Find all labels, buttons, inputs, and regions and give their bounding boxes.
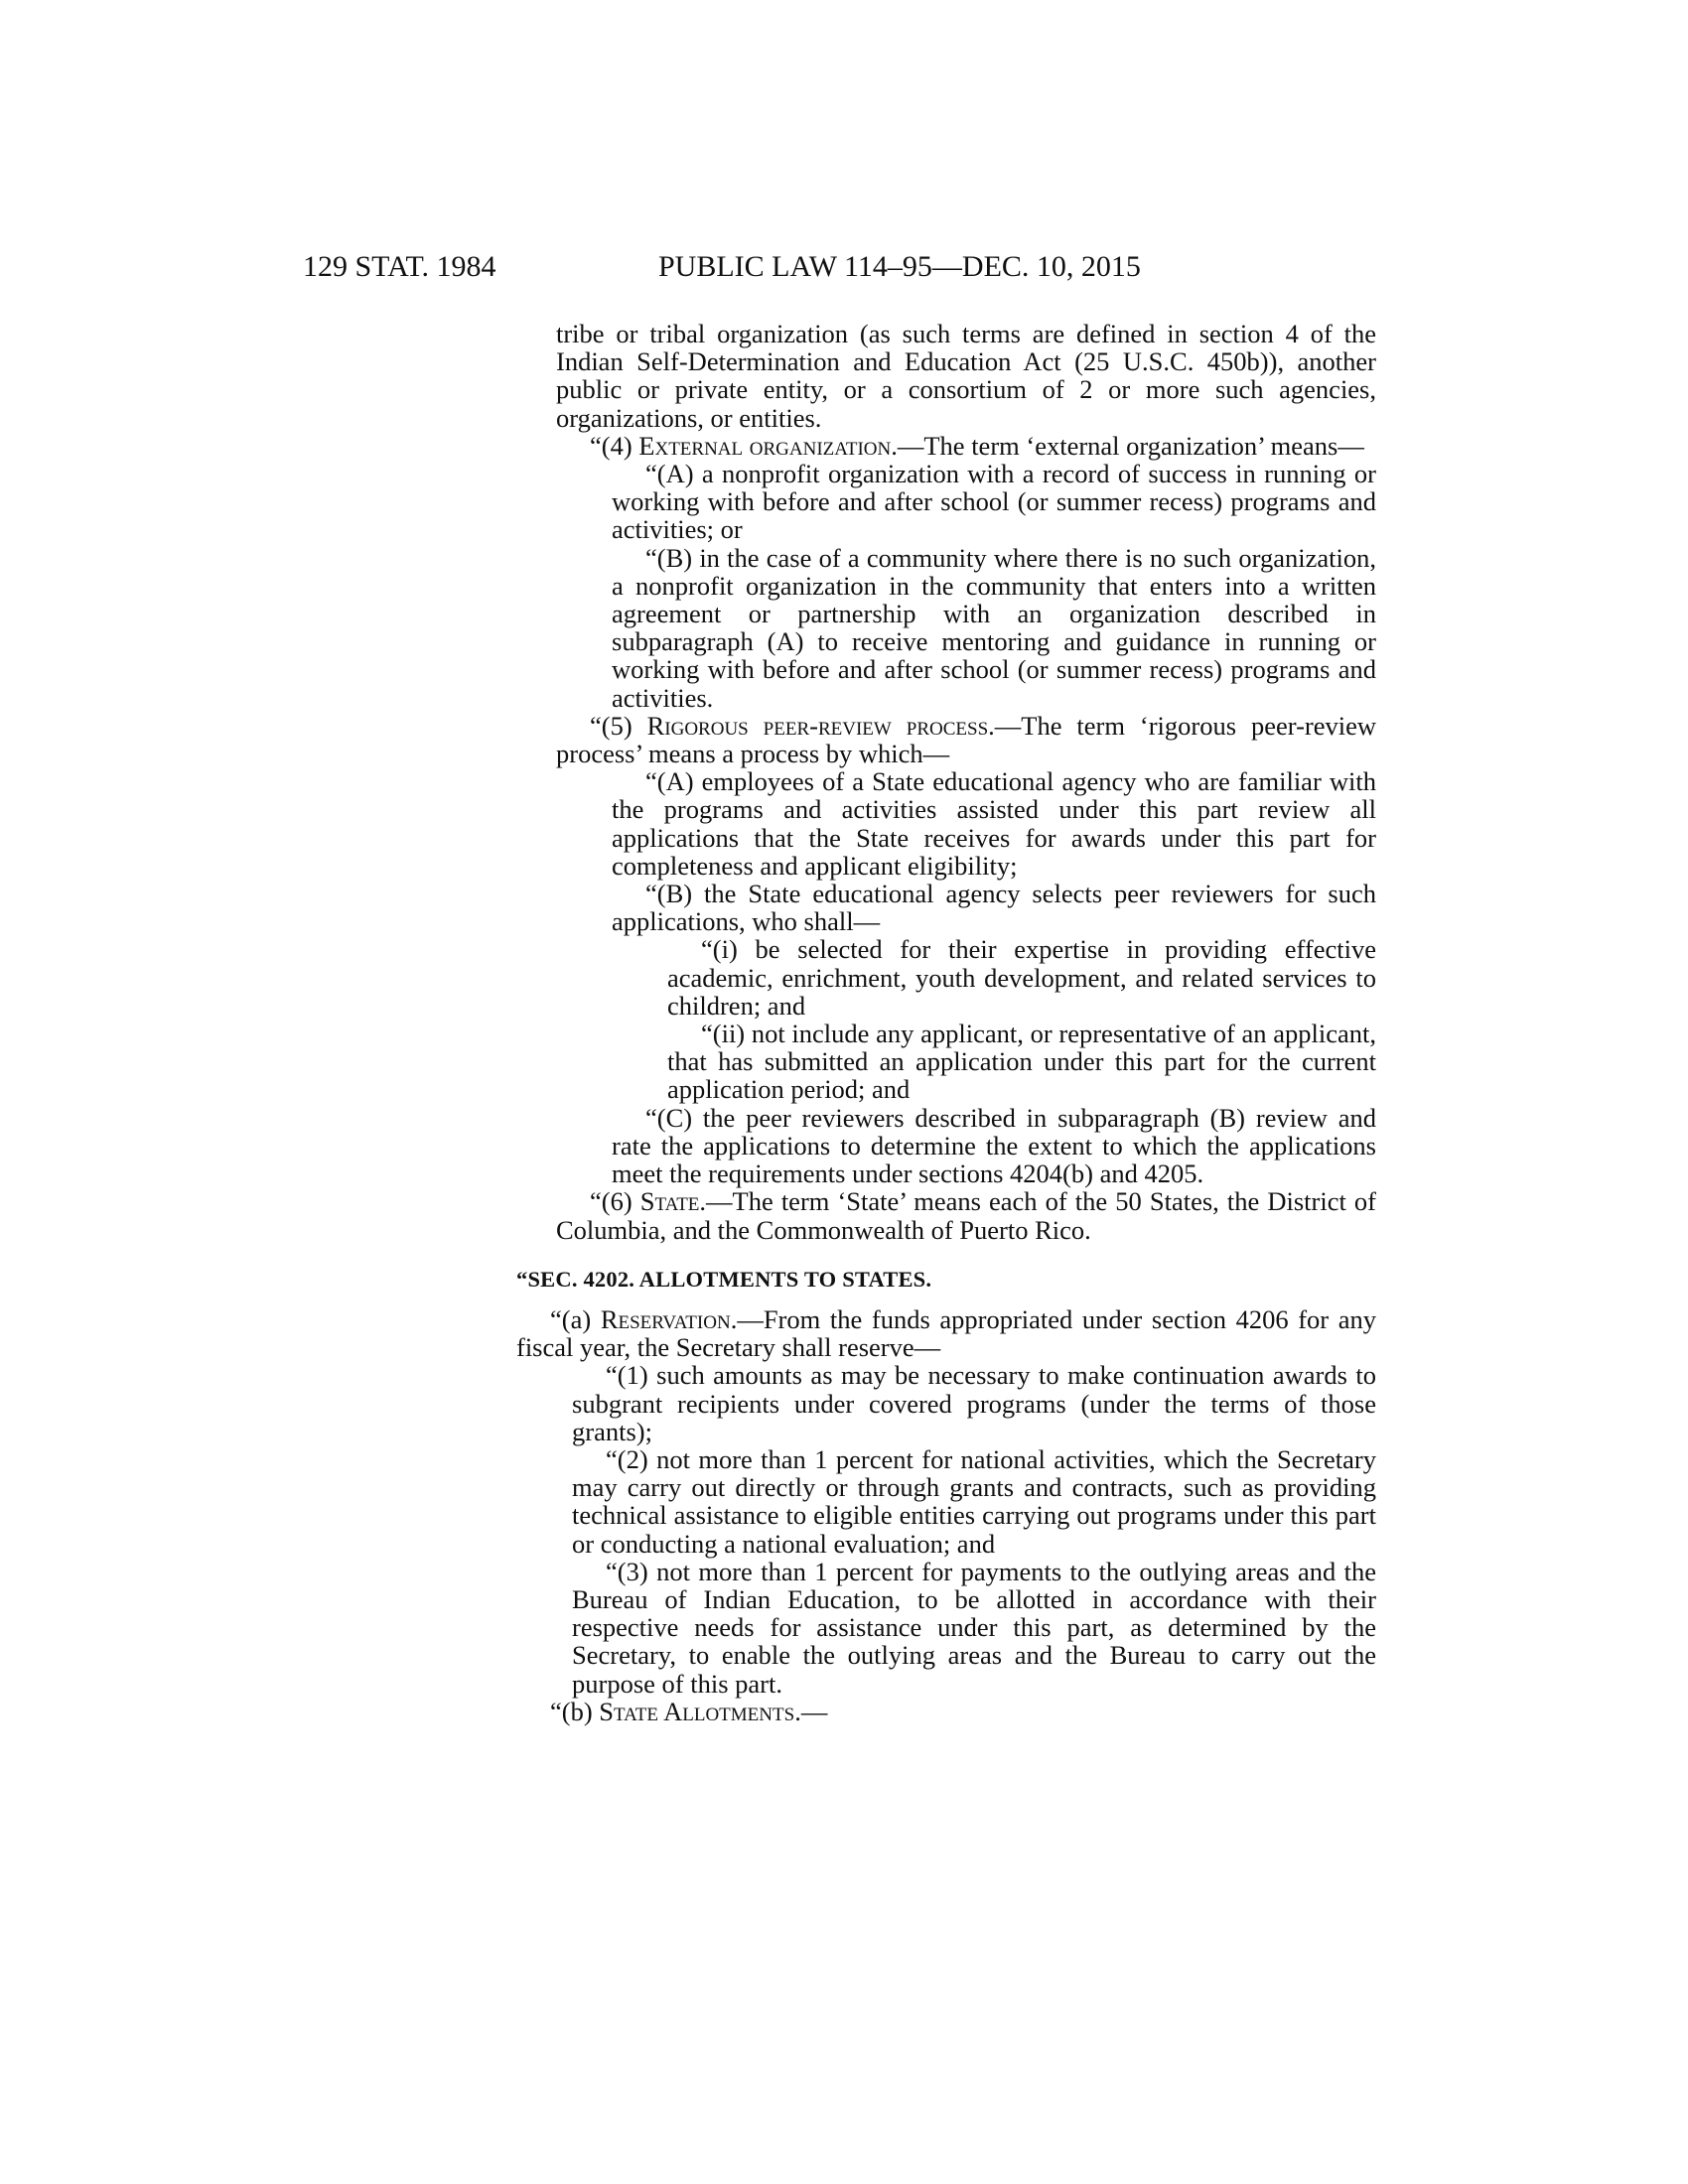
subsection-text: .—: [794, 1696, 828, 1726]
running-header-title: PUBLIC LAW 114–95—DEC. 10, 2015: [658, 250, 1141, 283]
subsection-b: [516, 1698, 1376, 1725]
definition-5: [556, 712, 1376, 767]
paragraph-continuation: tribe or tribal organization (as such terms are defined in section 4 of the Indian Self-Determination and Education Act (25 U.S.C. 450b)), another public or private entity, or a consortium of 2 or more such agencies, organizations, or entities.: [556, 319, 1376, 433]
subsection-number: “(b): [550, 1696, 600, 1726]
definition-text: .—The term ‘rigorous peer-review process’ means a process by which—: [556, 710, 1376, 769]
subsection-number: “(a): [550, 1303, 601, 1334]
clause-5a: “(A) employees of a State educational agency who are familiar with the programs and activities assisted under this part review all applications that the State receives for awards under this part for completeness and applicant eligibility;: [612, 766, 1376, 881]
subsection-text: .—From the funds appropriated under section 4206 for any fiscal year, the Secretary shall reserve—: [516, 1303, 1376, 1363]
definition-text: .—The term ‘State’ means each of the 50 States, the District of Columbia, and the Commonwealth of Puerto Rico.: [556, 1186, 1376, 1245]
subsection-heading: State Allotments: [599, 1696, 795, 1726]
body-column: [516, 319, 1376, 1726]
paragraph-a2: “(2) not more than 1 percent for national activities, which the Secretary may carry out directly or through grants and contracts, such as providing technical assistance to eligible entities carrying out programs under this part or conducting a national evaluation; and: [572, 1443, 1376, 1559]
clause-5c: “(C) the peer reviewers described in subparagraph (B) review and rate the applications to determine the extent to which the applications meet the requirements under sections 4204(b) and 4205.: [612, 1102, 1376, 1189]
subsection-heading: Reservation: [600, 1303, 731, 1334]
definition-6: [556, 1187, 1376, 1243]
subsection-a: [516, 1305, 1376, 1361]
definition-term: State: [639, 1186, 700, 1217]
section-body: [516, 1305, 1376, 1725]
definition-number: “(5): [590, 710, 647, 741]
stat-page-reference: 129 STAT. 1984: [303, 250, 496, 283]
clause-4b: “(B) in the case of a community where there is no such organization, a nonprofit organization in the community that enters into a written agreement or partnership with an organization described in subparagraph (A) to receive mentoring and guidance in running or working with before and after school (or summer recess) programs and activities.: [612, 542, 1376, 713]
clause-4a: “(A) a nonprofit organization with a record of success in running or working with before and after school (or summer recess) programs and activities; or: [612, 459, 1376, 545]
paragraph-a1: “(1) such amounts as may be necessary to make continuation awards to subgrant recipients under covered programs (under the terms of those grants);: [572, 1360, 1376, 1446]
clause-5b: “(B) the State educational agency selects peer reviewers for such applications, who shall—: [612, 879, 1376, 937]
definition-number: “(6): [590, 1186, 640, 1217]
definition-text: .—The term ‘external organization’ means—: [891, 430, 1364, 461]
definition-number: “(4): [590, 430, 639, 461]
definition-term: Rigorous peer-review process: [646, 710, 989, 741]
clause-5b-ii: “(ii) not include any applicant, or representative of an applicant, that has submitted an application under this part for the current application period; and: [667, 1019, 1376, 1105]
definition-4: [556, 432, 1376, 460]
paragraph-a3: “(3) not more than 1 percent for payments to the outlying areas and the Bureau of Indian Education, to be allotted in accordance with their respective needs for assistance under this part, as determined by the Secretary, to enable the outlying areas and the Bureau to carry out the purpose of this part.: [572, 1556, 1376, 1699]
section-heading: “SEC. 4202. ALLOTMENTS TO STATES.: [516, 1266, 932, 1292]
clause-5b-i: “(i) be selected for their expertise in providing effective academic, enrichment, youth development, and related services to children; and: [667, 934, 1376, 1021]
definition-term: External organization: [638, 430, 892, 461]
